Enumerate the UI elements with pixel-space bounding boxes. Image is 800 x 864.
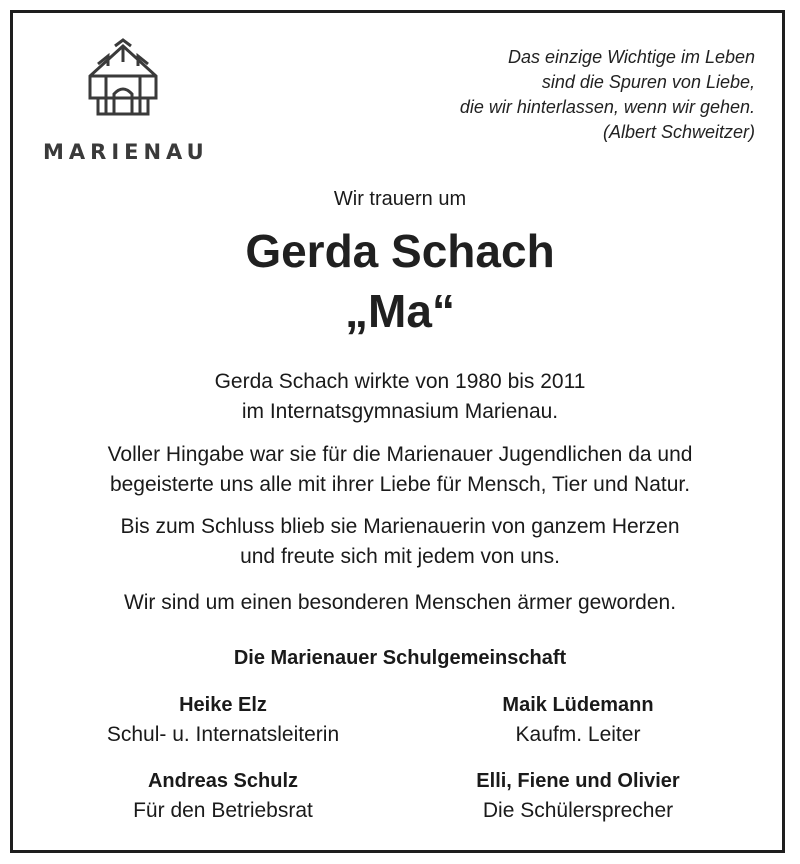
- quote-line: die wir hinterlassen, wenn wir gehen.: [459, 97, 755, 117]
- quote-line: sind die Spuren von Liebe,: [541, 72, 755, 92]
- signatory: [388, 766, 768, 826]
- deceased-name: Gerda Schach: [245, 225, 555, 277]
- signatory-role: Für den Betriebsrat: [133, 799, 313, 822]
- signatory-name: Heike Elz: [179, 694, 267, 716]
- logo-text: MARIENAU: [43, 140, 209, 164]
- paragraph-line: Gerda Schach wirkte von 1980 bis 2011: [214, 370, 586, 393]
- signatory: [33, 690, 413, 750]
- paragraph: [10, 588, 790, 618]
- quote-author: (Albert Schweitzer): [602, 122, 755, 142]
- signatory-name: Elli, Fiene und Olivier: [476, 770, 680, 792]
- quote: [460, 45, 755, 145]
- paragraph: [10, 367, 790, 427]
- signatory-role: Kaufm. Leiter: [515, 723, 641, 746]
- community-signature: Die Marienauer Schulgemeinschaft: [233, 647, 567, 669]
- signatory-role: Schul- u. Internatsleiterin: [106, 723, 340, 746]
- logo: [40, 38, 210, 164]
- signatory: [388, 690, 768, 750]
- paragraph: [10, 512, 790, 572]
- paragraph-line: Wir sind um einen besonderen Menschen ärmer geworden.: [123, 591, 677, 614]
- marienau-building-icon: [84, 38, 162, 128]
- paragraph-line: Voller Hingabe war sie für die Marienauer Jugendlichen da und: [107, 443, 693, 466]
- deceased-nickname: „Ma“: [345, 285, 455, 337]
- paragraph-line: und freute sich mit jedem von uns.: [240, 545, 560, 568]
- paragraph: [10, 440, 790, 500]
- signatory: [33, 766, 413, 826]
- paragraph-line: begeisterte uns alle mit ihrer Liebe für Mensch, Tier und Natur.: [109, 473, 691, 496]
- signatory-name: Andreas Schulz: [147, 770, 299, 792]
- mourning-heading: Wir trauern um: [333, 188, 467, 210]
- paragraph-line: im Internatsgymnasium Marienau.: [241, 400, 559, 423]
- signatory-role: Die Schülersprecher: [482, 799, 674, 822]
- signatory-name: Maik Lüdemann: [502, 694, 654, 716]
- quote-line: Das einzige Wichtige im Leben: [508, 47, 755, 67]
- paragraph-line: Bis zum Schluss blieb sie Marienauerin von ganzem Herzen: [120, 515, 680, 538]
